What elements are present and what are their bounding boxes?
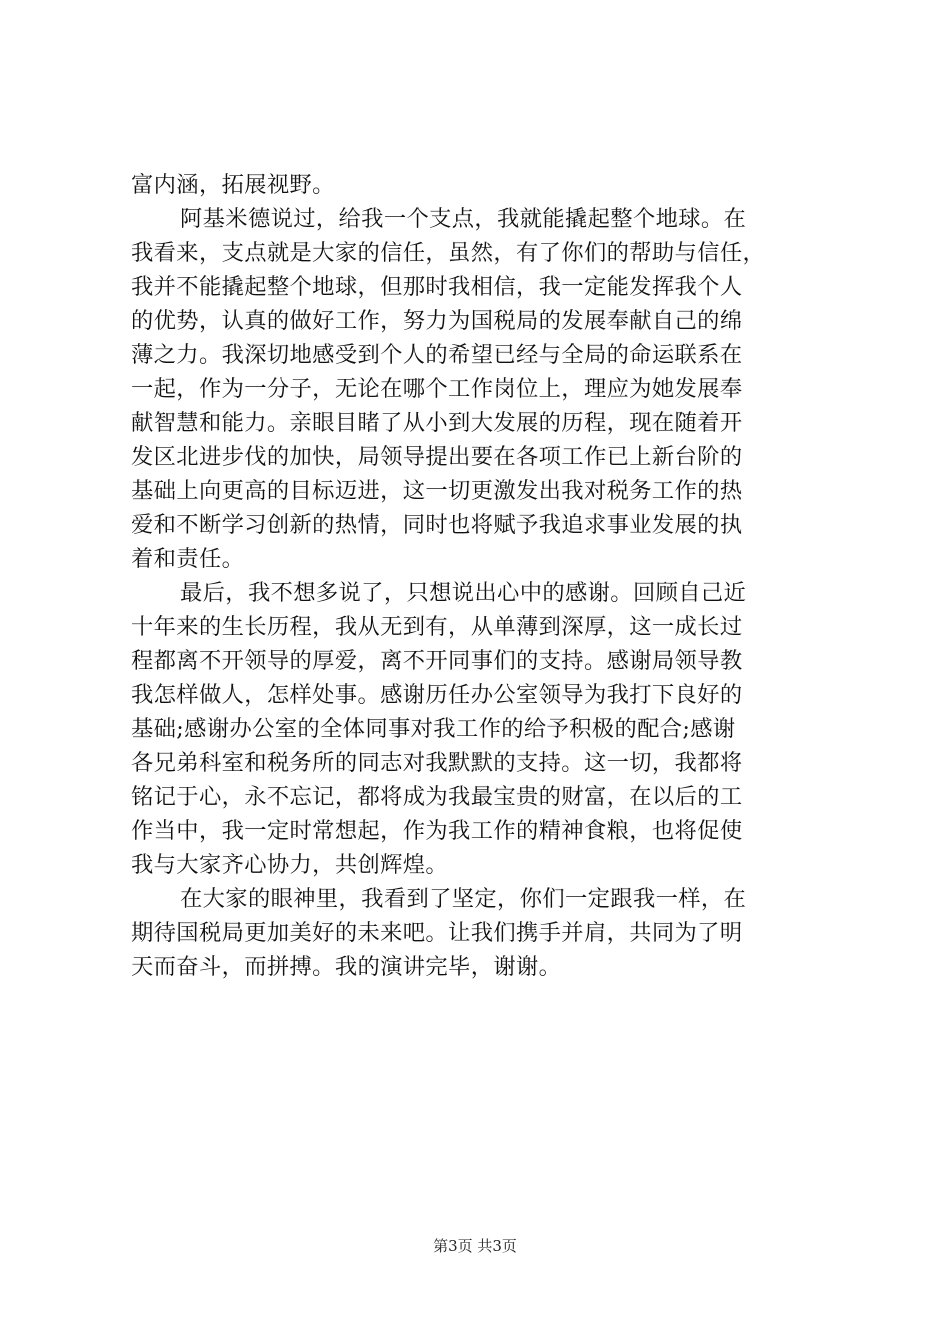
page-number-label: 第3页 共3页: [433, 1237, 517, 1255]
text-line: 我并不能撬起整个地球，但那时我相信，我一定能发挥我个人: [131, 274, 743, 300]
text-line: 发区北进步伐的加快，局领导提出要在各项工作已上新台阶的: [131, 444, 743, 470]
text-line: 富内涵，拓展视野。: [131, 172, 335, 198]
text-line: 最后，我不想多说了，只想说出心中的感谢。回顾自己近: [180, 580, 747, 606]
text-line: 阿基米德说过，给我一个支点，我就能撬起整个地球。在: [180, 206, 747, 232]
text-line: 基础;感谢办公室的全体同事对我工作的给予积极的配合;感谢: [131, 716, 736, 742]
text-line: 基础上向更高的目标迈进，这一切更激发出我对税务工作的热: [131, 478, 743, 504]
text-line: 着和责任。: [131, 546, 245, 572]
text-line: 爱和不断学习创新的热情，同时也将赋予我追求事业发展的执: [131, 512, 743, 538]
text-line: 我看来，支点就是大家的信任，虽然，有了你们的帮助与信任，: [131, 240, 766, 266]
page-footer: [0, 1236, 950, 1256]
text-line: 期待国税局更加美好的未来吧。让我们携手并肩，共同为了明: [131, 920, 743, 946]
text-line: 一起，作为一分子，无论在哪个工作岗位上，理应为她发展奉: [131, 376, 743, 402]
text-line: 天而奋斗，而拼搏。我的演讲完毕，谢谢。: [131, 954, 562, 980]
text-line: 程都离不开领导的厚爱，离不开同事们的支持。感谢局领导教: [131, 648, 743, 674]
text-line: 的优势，认真的做好工作，努力为国税局的发展奉献自己的绵: [131, 308, 743, 334]
text-line: 铭记于心，永不忘记，都将成为我最宝贵的财富，在以后的工: [131, 784, 743, 810]
text-line: 薄之力。我深切地感受到个人的希望已经与全局的命运联系在: [131, 342, 743, 368]
text-line: 献智慧和能力。亲眼目睹了从小到大发展的历程，现在随着开: [131, 410, 743, 436]
text-line: 作当中，我一定时常想起，作为我工作的精神食粮，也将促使: [131, 818, 743, 844]
text-line: 我与大家齐心协力，共创辉煌。: [131, 852, 449, 878]
document-body: [131, 168, 843, 984]
text-line: 十年来的生长历程，我从无到有，从单薄到深厚，这一成长过: [131, 614, 743, 640]
text-line: 我怎样做人，怎样处事。感谢历任办公室领导为我打下良好的: [131, 682, 743, 708]
text-line: 各兄弟科室和税务所的同志对我默默的支持。这一切，我都将: [131, 750, 743, 776]
text-line: 在大家的眼神里，我看到了坚定，你们一定跟我一样，在: [180, 886, 747, 912]
